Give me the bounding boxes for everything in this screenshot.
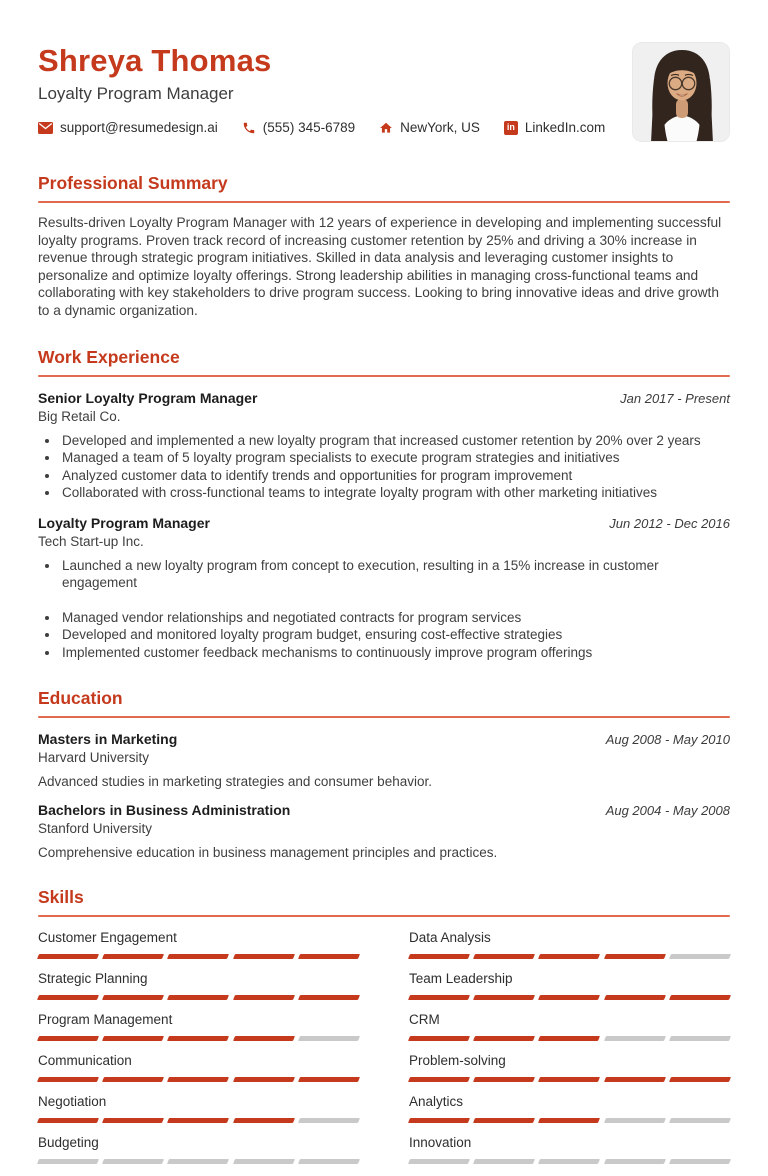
contact-location[interactable]: [379, 120, 480, 135]
skill-bar-segment: [298, 995, 360, 1000]
skill-bar: [38, 954, 359, 959]
bullet-item: • Analyzed customer data to identify trends and opportunities for program improvement: [60, 467, 730, 485]
skill-bar-segment: [167, 954, 229, 959]
contact-phone-label: (555) 345-6789: [262, 120, 356, 135]
skill-name: Data Analysis: [409, 930, 491, 946]
skill-bar: [409, 954, 730, 959]
skill-name: Team Leadership: [409, 971, 513, 987]
section-divider: [38, 716, 730, 718]
skill-bar-segment: [604, 1118, 666, 1123]
education-entry-head: [38, 802, 730, 818]
experience-entry: [38, 390, 730, 502]
degree-title: Masters in Marketing: [38, 731, 178, 748]
contact-row: [38, 120, 605, 135]
bullet-item: • Implemented customer feedback mechanisms to continuously improve program offerings: [60, 644, 730, 662]
summary-heading: Professional Summary: [38, 173, 228, 193]
date-range: Jan 2017 - Present: [620, 390, 730, 406]
skill-name: Customer Engagement: [38, 930, 177, 946]
skill-item: [409, 971, 730, 1000]
skill-name: Strategic Planning: [38, 971, 148, 987]
skill-bar-segment: [233, 995, 295, 1000]
skill-bar: [38, 1036, 359, 1041]
skill-bar-segment: [37, 1118, 99, 1123]
email-icon: [38, 122, 53, 134]
skill-bar-segment: [473, 1159, 535, 1164]
skill-bar-segment: [167, 1159, 229, 1164]
skill-bar: [409, 1159, 730, 1164]
avatar-illustration: [633, 43, 730, 142]
skill-name: Communication: [38, 1053, 132, 1069]
skill-bar-segment: [233, 1159, 295, 1164]
skill-bar-segment: [298, 1159, 360, 1164]
skill-bar: [409, 1118, 730, 1123]
degree-title: Bachelors in Business Administration: [38, 802, 291, 819]
education-heading: Education: [38, 688, 123, 709]
summary-text: Results-driven Loyalty Program Manager with 12 years of experience in developing and implementing successful loyalty programs. Proven track record of increasing customer retention by 25% and driving a 30% increase in revenue through strategic program initiatives. Skilled in data analysis and leveraging customer insights to personalize and optimize loyalty offerings. Strong leadership abilities in managing cross-functional teams and collaborating with key stakeholders to drive program success. Looking to bring innovative ideas and drive growth to a dynamic organization.: [38, 215, 722, 318]
section-divider: [38, 915, 730, 917]
skill-bar: [409, 995, 730, 1000]
company-name: Big Retail Co.: [38, 408, 121, 424]
bullet-item: • Managed vendor relationships and negotiated contracts for program services: [60, 609, 730, 627]
skill-bar-segment: [102, 954, 164, 959]
skill-item: [409, 930, 730, 959]
skill-item: [409, 1094, 730, 1123]
company-name: Tech Start-up Inc.: [38, 533, 144, 549]
experience-entry-head: [38, 515, 730, 531]
bullet-item: • Collaborated with cross-functional teams to integrate loyalty program with other marketing initiatives: [60, 484, 730, 502]
experience-entry-head: [38, 390, 730, 406]
skill-bar-segment: [298, 1118, 360, 1123]
skill-bar: [38, 995, 359, 1000]
skill-bar-segment: [298, 1036, 360, 1041]
contact-phone[interactable]: [242, 120, 355, 135]
skill-bar-segment: [408, 1118, 470, 1123]
education-entry: [38, 731, 730, 789]
section-work-experience: [38, 347, 730, 662]
skill-bar-segment: [538, 1118, 600, 1123]
section-education: [38, 688, 730, 860]
home-icon: [379, 121, 393, 135]
skill-bar-segment: [408, 1036, 470, 1041]
skill-bar-segment: [102, 1159, 164, 1164]
skill-name: Budgeting: [38, 1135, 99, 1151]
skill-bar-segment: [408, 1159, 470, 1164]
job-title: Senior Loyalty Program Manager: [38, 389, 258, 406]
degree-description: Advanced studies in marketing strategies and consumer behavior.: [38, 774, 432, 790]
skill-name: Problem-solving: [409, 1053, 506, 1069]
bullet-item: • Developed and monitored loyalty program budget, ensuring cost-effective strategies: [60, 626, 730, 644]
skill-bar-segment: [669, 954, 731, 959]
skill-name: Innovation: [409, 1135, 472, 1151]
skill-item: [38, 1094, 359, 1123]
job-bullets: [38, 557, 730, 662]
header-identity: [38, 44, 605, 135]
skill-bar-segment: [408, 954, 470, 959]
skill-bar-segment: [538, 1159, 600, 1164]
skill-item: [38, 930, 359, 959]
skill-bar-segment: [669, 1159, 731, 1164]
education-entry: [38, 802, 730, 860]
profile-photo: [632, 42, 730, 142]
skill-name: Analytics: [409, 1094, 464, 1110]
skill-bar-segment: [604, 1036, 666, 1041]
skill-bar-segment: [37, 1159, 99, 1164]
section-divider: [38, 375, 730, 377]
skill-bar: [409, 1036, 730, 1041]
contact-email[interactable]: [38, 120, 218, 135]
skill-item: [38, 971, 359, 1000]
skill-name: CRM: [409, 1012, 440, 1028]
phone-icon: [242, 121, 256, 135]
skill-item: [409, 1135, 730, 1164]
skill-bar-segment: [669, 1036, 731, 1041]
school-name: Harvard University: [38, 750, 150, 766]
skill-bar-segment: [167, 1036, 229, 1041]
bullet-item: • Launched a new loyalty program from concept to execution, resulting in a 15% increase in customer engagement: [60, 557, 730, 592]
section-skills: [38, 887, 730, 1176]
skill-bar-segment: [604, 1159, 666, 1164]
contact-email-label: support@resumedesign.ai: [60, 120, 218, 135]
education-entry-head: [38, 731, 730, 747]
contact-location-label: NewYork, US: [400, 120, 480, 135]
job-title: Loyalty Program Manager: [38, 514, 210, 531]
contact-linkedin-label: LinkedIn.com: [524, 120, 606, 135]
skill-bar-segment: [408, 995, 470, 1000]
section-divider: [38, 201, 730, 203]
skill-bar: [38, 1159, 359, 1164]
skill-bar-segment: [233, 1036, 295, 1041]
skill-bar-segment: [233, 954, 295, 959]
skill-bar-segment: [167, 1118, 229, 1123]
skill-bar-segment: [37, 954, 99, 959]
skills-grid: [38, 930, 730, 1176]
candidate-title: Loyalty Program Manager: [38, 84, 234, 103]
resume-header: [38, 44, 730, 146]
skill-bar-segment: [538, 1036, 600, 1041]
skill-bar-segment: [538, 995, 600, 1000]
contact-linkedin[interactable]: [504, 120, 605, 135]
section-professional-summary: [38, 173, 730, 320]
linkedin-icon: in: [504, 121, 518, 135]
date-range: Jun 2012 - Dec 2016: [609, 515, 730, 531]
school-name: Stanford University: [38, 821, 153, 837]
skill-item: [38, 1135, 359, 1164]
skill-bar-segment: [473, 1118, 535, 1123]
skill-bar-segment: [538, 954, 600, 959]
skill-bar-segment: [102, 1118, 164, 1123]
job-bullets: [38, 432, 730, 502]
skill-bar-segment: [669, 1118, 731, 1123]
skill-bar-segment: [298, 954, 360, 959]
skill-item: [38, 1012, 359, 1041]
experience-entry: [38, 515, 730, 662]
skill-bar-segment: [102, 1036, 164, 1041]
skill-bar-segment: [473, 954, 535, 959]
skill-bar-segment: [37, 995, 99, 1000]
date-range: Aug 2004 - May 2008: [605, 803, 730, 819]
bullet-item: • Developed and implemented a new loyalty program that increased customer retention by 20% over 2 years: [60, 432, 730, 450]
skill-bar: [38, 1118, 359, 1123]
candidate-name: Shreya Thomas: [38, 43, 272, 78]
date-range: Aug 2008 - May 2010: [605, 732, 730, 748]
skill-bar-segment: [233, 1118, 295, 1123]
skills-heading: Skills: [38, 887, 84, 908]
skill-bar-segment: [473, 1036, 535, 1041]
experience-heading: Work Experience: [38, 346, 180, 367]
skill-bar-segment: [669, 995, 731, 1000]
skill-bar-segment: [604, 954, 666, 959]
degree-description: Comprehensive education in business management principles and practices.: [38, 845, 498, 861]
skill-name: Program Management: [38, 1012, 173, 1028]
skill-bar-segment: [604, 995, 666, 1000]
skill-name: Negotiation: [38, 1094, 107, 1110]
skill-bar-segment: [102, 995, 164, 1000]
skill-bar-segment: [473, 995, 535, 1000]
skill-bar-segment: [37, 1036, 99, 1041]
bullet-item: • Managed a team of 5 loyalty program specialists to execute program strategies and initiatives: [60, 449, 730, 467]
skill-bar-segment: [167, 995, 229, 1000]
skill-item: [409, 1012, 730, 1041]
